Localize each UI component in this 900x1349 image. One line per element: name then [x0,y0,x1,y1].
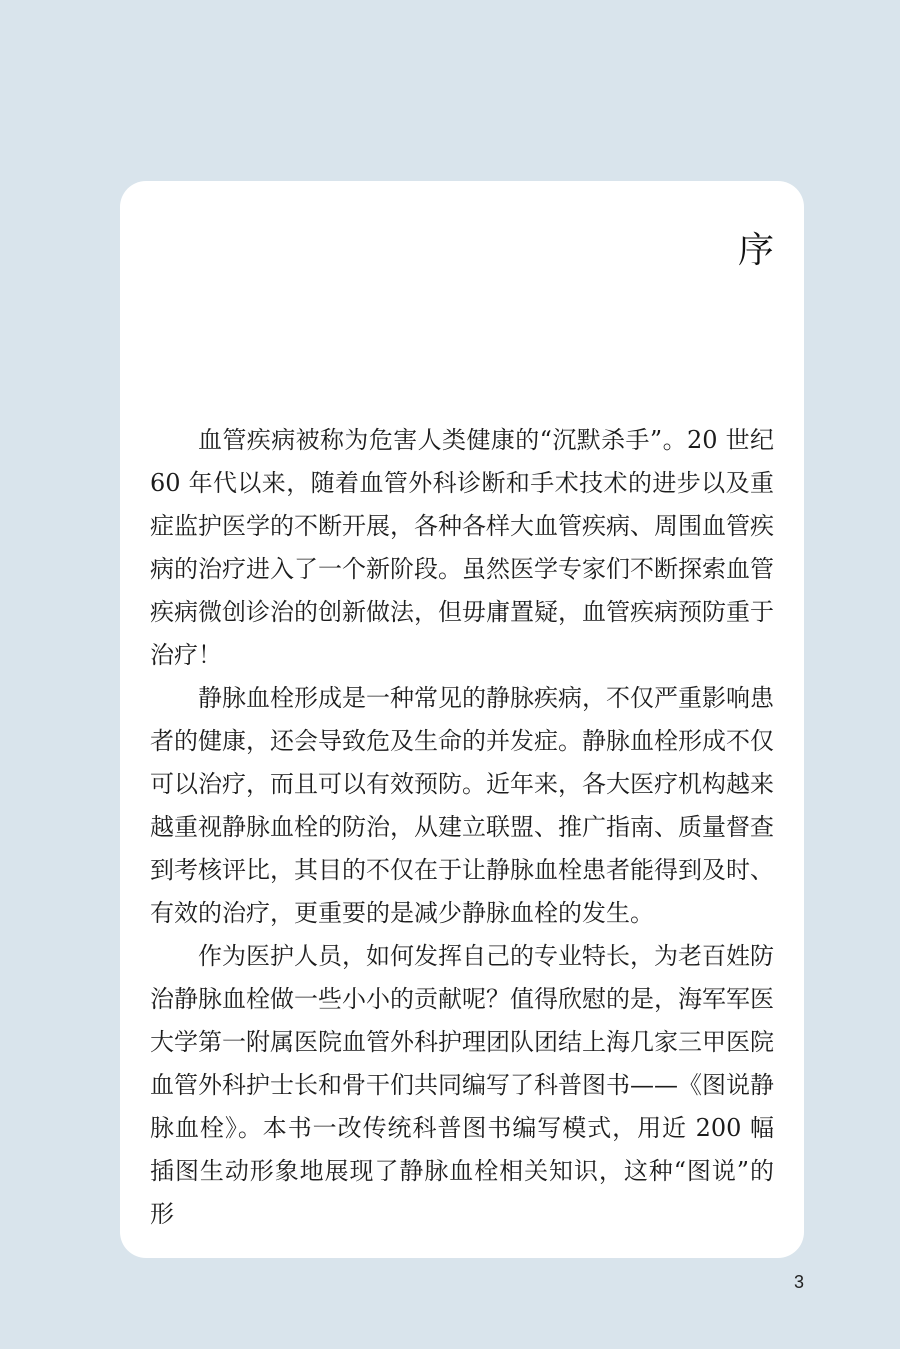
page-title: 序 [737,230,774,271]
paragraph-2: 静脉血栓形成是一种常见的静脉疾病，不仅严重影响患者的健康，还会导致危及生命的并发症。静脉血栓形成不仅可以治疗，而且可以有效预防。近年来，各大医疗机构越来越重视静脉血栓的防治，从建立联盟、推广指南、质量督查到考核评比，其目的不仅在于让静脉血栓患者能得到及时、有效的治疗，更重要的是减少静脉血栓的发生。 [150,684,774,927]
page-number: 3 [793,1272,804,1292]
paragraph-1: 血管疾病被称为危害人类健康的“沉默杀手”。20 世纪 60 年代以来，随着血管外科诊断和手术技术的进步以及重症监护医学的不断开展，各种各样大血管疾病、周围血管疾病的治疗进入了一个新阶段。虽然医学专家们不断探索血管疾病微创诊治的创新做法，但毋庸置疑，血管疾病预防重于治疗！ [150,426,774,669]
content-card [120,181,804,1258]
paragraph-3: 作为医护人员，如何发挥自己的专业特长，为老百姓防治静脉血栓做一些小小的贡献呢？值得欣慰的是，海军军医大学第一附属医院血管外科护理团队团结上海几家三甲医院血管外科护士长和骨干们共同编写了科普图书——《图说静脉血栓》。本书一改传统科普图书编写模式，用近 200 幅插图生动形象地展现了静脉血栓相关知识，这种“图说”的形 [150,942,774,1228]
preface-body [150,419,774,1236]
